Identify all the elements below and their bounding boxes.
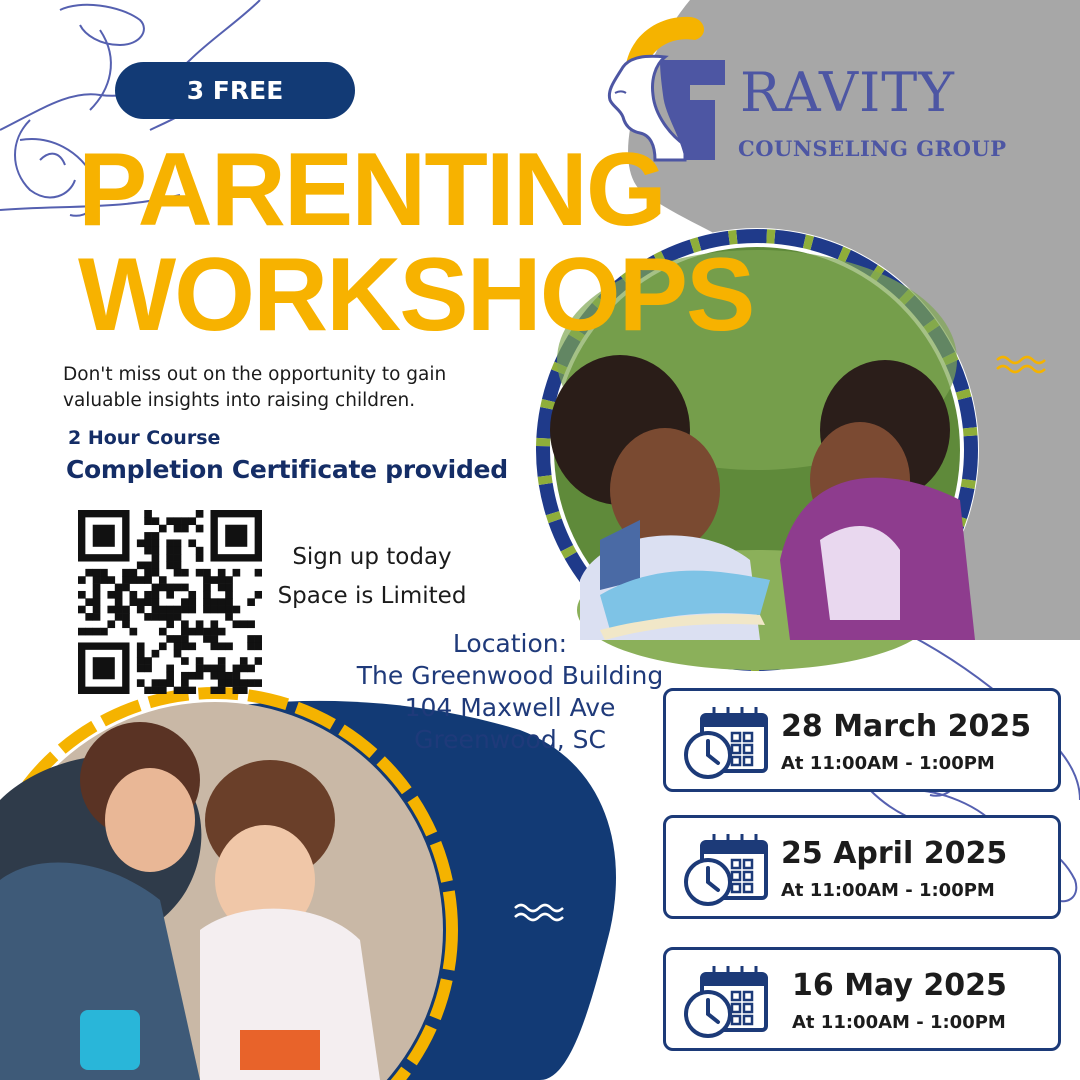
- brand-name: RAVITY: [740, 61, 955, 124]
- calendar-clock-icon: [684, 964, 770, 1042]
- session-date: 16 May 2025: [792, 968, 1007, 1003]
- signup-qr-code[interactable]: [78, 510, 262, 694]
- certificate-note: Completion Certificate provided: [66, 455, 508, 484]
- brand-subtitle: COUNSELING GROUP: [738, 136, 1007, 161]
- session-card: [663, 815, 1061, 919]
- location-building: The Greenwood Building: [356, 661, 664, 690]
- session-time: At 11:00AM - 1:00PM: [781, 753, 995, 774]
- session-date: 28 March 2025: [781, 709, 1032, 744]
- free-badge: 3 FREE: [115, 62, 355, 119]
- session-date: 25 April 2025: [781, 836, 1008, 871]
- description-text: Don't miss out on the opportunity to gain valuable insights into raising children.: [63, 364, 447, 411]
- title-line-2: WORKSHOPS: [78, 237, 754, 353]
- session-card: [663, 688, 1061, 792]
- location-city: Greenwood, SC: [414, 725, 606, 754]
- session-time: At 11:00AM - 1:00PM: [792, 1012, 1006, 1033]
- calendar-clock-icon: [684, 705, 770, 783]
- title-line-1: PARENTING: [78, 132, 665, 248]
- session-card: [663, 947, 1061, 1051]
- calendar-clock-icon: [684, 832, 770, 910]
- location-label: Location:: [452, 629, 568, 658]
- course-duration: 2 Hour Course: [68, 427, 221, 449]
- location-block: [330, 628, 690, 756]
- location-street: 104 Maxwell Ave: [404, 693, 616, 722]
- signup-callout: [272, 538, 472, 616]
- session-time: At 11:00AM - 1:00PM: [781, 880, 995, 901]
- signup-line-1: Sign up today: [292, 544, 452, 570]
- signup-line-2: Space is Limited: [277, 583, 467, 609]
